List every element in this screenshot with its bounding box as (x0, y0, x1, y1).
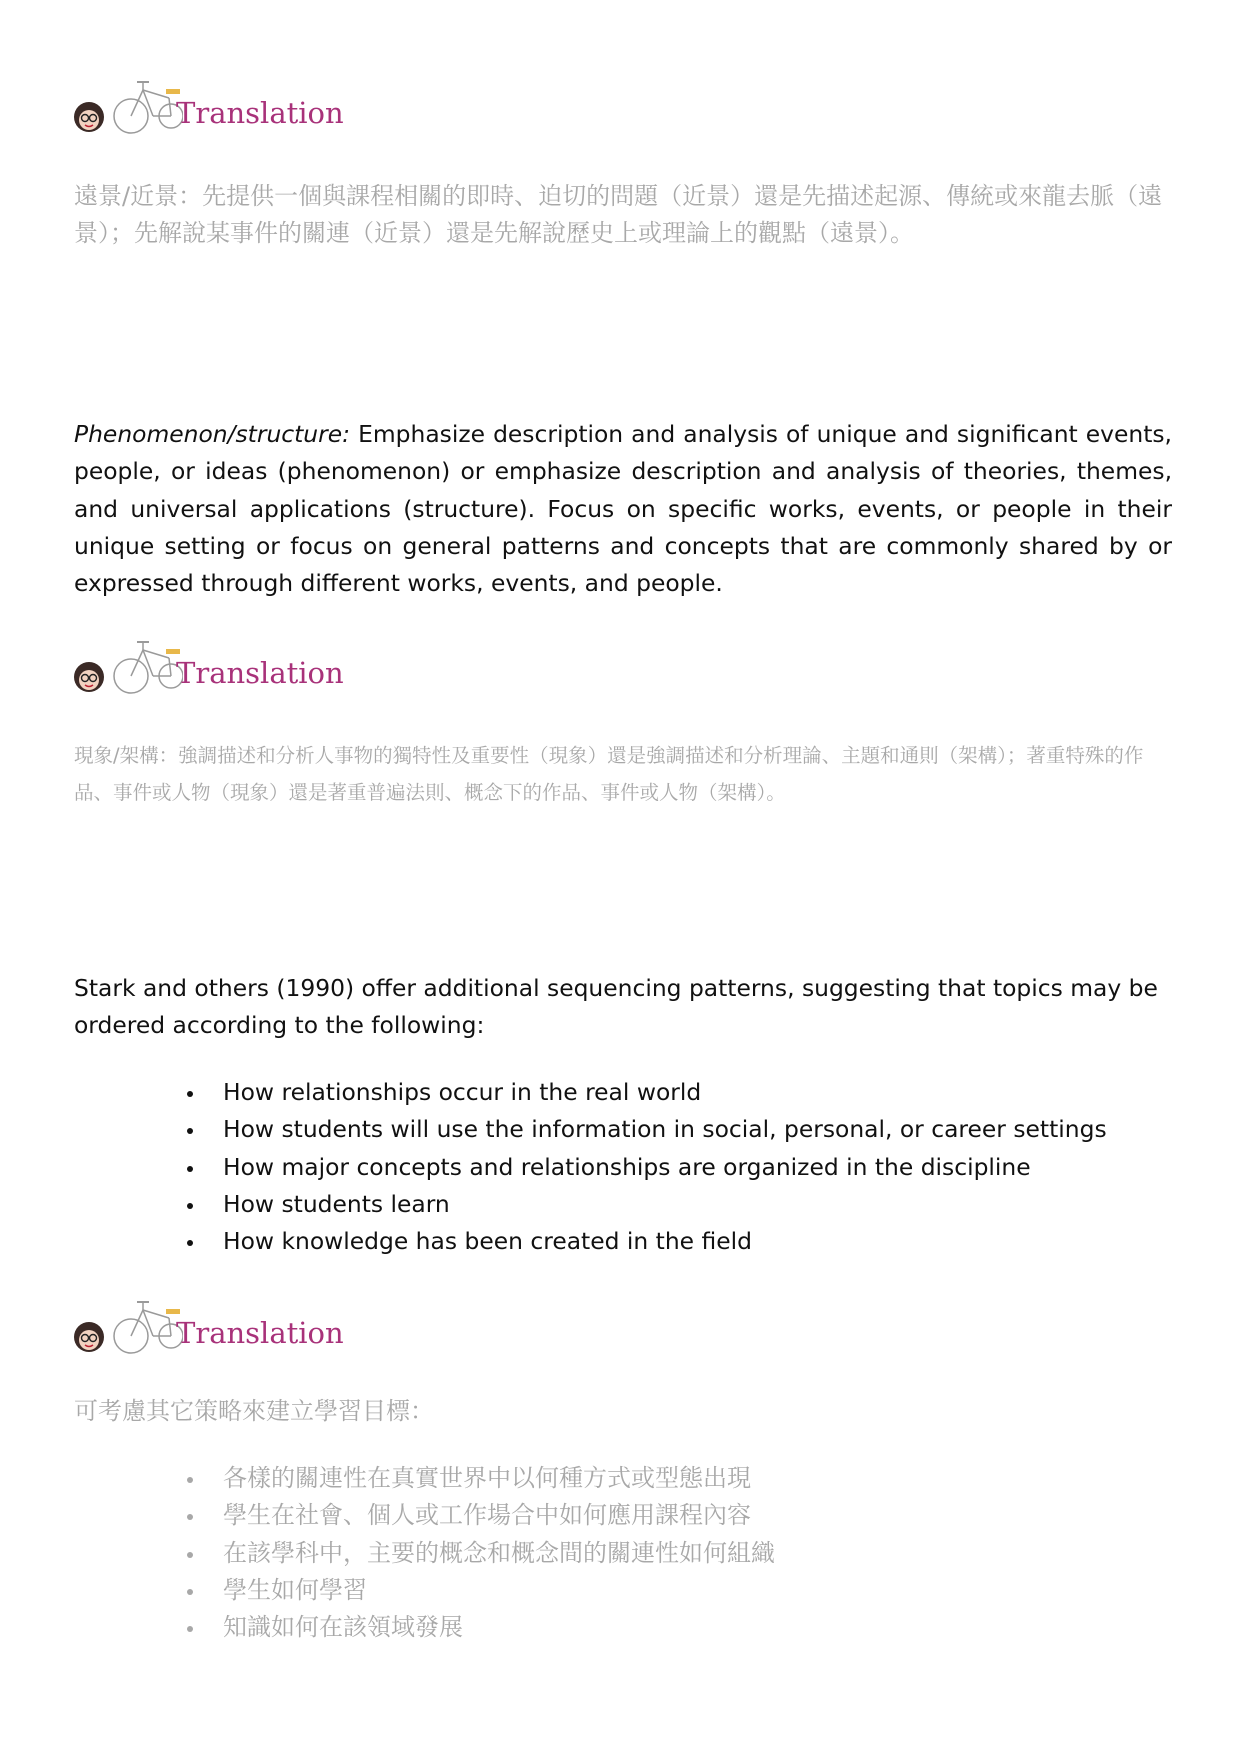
sequencing-patterns-list (0, 1074, 1107, 1260)
list-item: 知識如何在該領域發展 (0, 1609, 1100, 1646)
bullet-icon (187, 1203, 193, 1209)
bicycle-girl-icon (73, 630, 183, 702)
list-item: How students learn (0, 1186, 1100, 1223)
stark-intro-paragraph: Stark and others (1990) offer additional sequencing patterns, suggesting that topics may be ordered according to the following: (74, 974, 1158, 1040)
list-item: How knowledge has been created in the field (0, 1223, 1100, 1260)
phenomenon-structure-body: Emphasize description and analysis of unique and significant events, people, or ideas (phenomenon) or emphasize description and analysis of theories, themes, and universal applications (structure). Focus on specific works, events, or people in their unique setting or focus on general patterns and concepts that are commonly shared by or expressed through different works, events, and people. (74, 420, 1172, 598)
translation-badge (73, 1290, 344, 1362)
list-item: How students will use the information in social, personal, or career settings (0, 1111, 1100, 1148)
bullet-icon (187, 1477, 193, 1483)
list-item: 在該學科中，主要的概念和概念間的關連性如何組織 (0, 1535, 1100, 1572)
list-item: 學生如何學習 (0, 1572, 1100, 1609)
bullet-icon (187, 1514, 193, 1520)
bicycle-girl-icon (73, 70, 183, 142)
bullet-icon (187, 1166, 193, 1172)
list-item: How relationships occur in the real world (0, 1074, 1100, 1111)
bullet-icon (187, 1552, 193, 1558)
list-item: 各樣的關連性在真實世界中以何種方式或型態出現 (0, 1460, 1100, 1497)
translation-badge (73, 70, 344, 142)
bullet-icon (187, 1589, 193, 1595)
bullet-icon (187, 1091, 193, 1097)
bicycle-girl-icon (73, 1290, 183, 1362)
badge-label: Translation (176, 1316, 344, 1350)
zh-paragraph-phenomenon-structure: 現象/架構：強調描述和分析人事物的獨特性及重要性（現象）還是強調描述和分析理論、主題和通則（架構）；著重特殊的作品、事件或人物（現象）還是著重普遍法則、概念下的作品、事件或人物（架構）。 (74, 744, 1144, 804)
term-phenomenon-structure: Phenomenon/structure: (74, 420, 351, 448)
zh-sequencing-patterns-list (0, 1460, 1100, 1646)
list-item: 學生在社會、個人或工作場合中如何應用課程內容 (0, 1497, 1100, 1534)
zh-intro-paragraph: 可考慮其它策略來建立學習目標： (74, 1397, 434, 1425)
badge-label: Translation (176, 96, 344, 130)
bullet-icon (187, 1128, 193, 1134)
badge-label: Translation (176, 656, 344, 690)
zh-paragraph-distant-near: 遠景/近景：先提供一個與課程相關的即時、迫切的問題（近景）還是先描述起源、傳統或來龍去脈（遠景）；先解說某事件的關連（近景）還是先解說歷史上或理論上的觀點（遠景）。 (74, 182, 1163, 247)
phenomenon-structure-paragraph (74, 416, 1172, 602)
list-item: How major concepts and relationships are organized in the discipline (0, 1149, 1100, 1186)
bullet-icon (187, 1626, 193, 1632)
translation-badge (73, 630, 344, 702)
bullet-icon (187, 1240, 193, 1246)
